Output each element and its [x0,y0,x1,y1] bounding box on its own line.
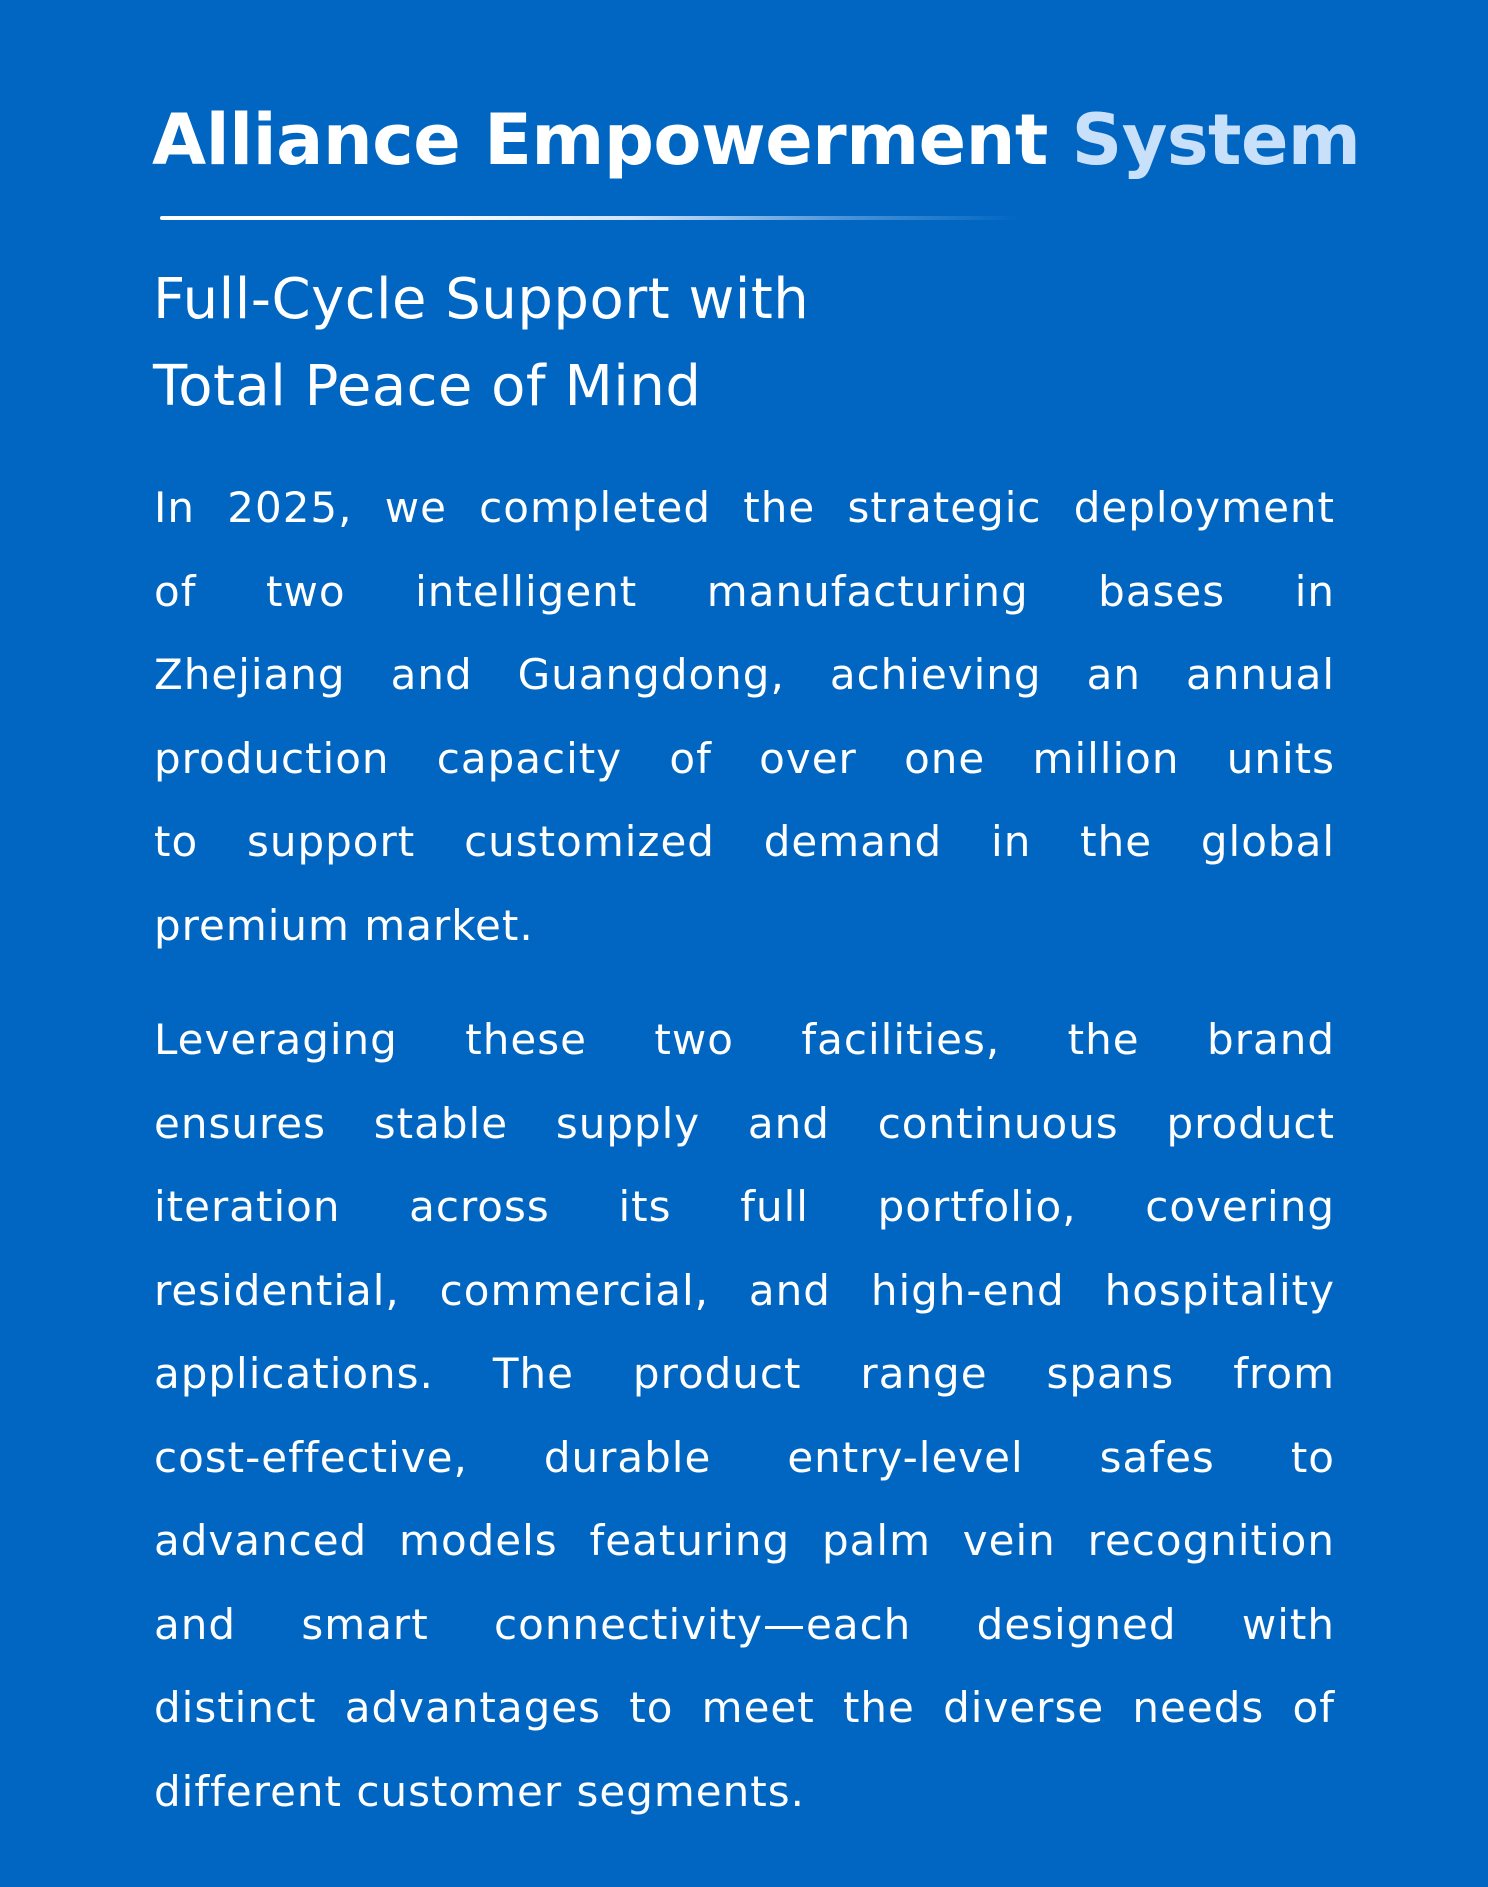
paragraph-production-capacity [154,466,1335,967]
paragraph-line: Zhejiang and Guangdong, achieving an annual [154,650,1335,699]
paragraph-line: premium market. [154,900,534,950]
page-title [152,96,1360,184]
paragraph-line: Leveraging these two facilities, the brand [154,1015,1335,1064]
page-title-accent: System [1071,99,1361,181]
paragraph-line: ensures stable supply and continuous product [154,1098,1335,1148]
paragraph-line: distinct advantages to meet the diverse needs of [154,1683,1335,1732]
paragraph-line: iteration across its full portfolio, covering [154,1182,1335,1231]
paragraph-line: different customer segments. [154,1766,805,1816]
paragraph-line: production capacity of over one million units [154,733,1335,783]
subtitle-line: Total Peace of Mind [153,354,702,419]
paragraph-line: advanced models featuring palm vein recognition [154,1516,1335,1565]
section-subtitle [153,256,809,430]
title-divider [160,216,1020,220]
page-title-main: Alliance Empowerment [152,99,1072,181]
subtitle-line: Full-Cycle Support with [153,267,810,332]
paragraph-line: In 2025, we completed the strategic deployment [154,483,1335,532]
paragraph-line: residential, commercial, and high-end hospitality [154,1265,1335,1315]
paragraph-product-portfolio [154,998,1335,1833]
paragraph-line: applications. The product range spans from [154,1349,1335,1398]
paragraph-line: to support customized demand in the global [154,817,1335,866]
paragraph-line: cost-effective, durable entry-level safes to [154,1432,1335,1482]
paragraph-line: and smart connectivity—each designed with [154,1599,1335,1649]
paragraph-line: of two intelligent manufacturing bases in [154,566,1335,616]
